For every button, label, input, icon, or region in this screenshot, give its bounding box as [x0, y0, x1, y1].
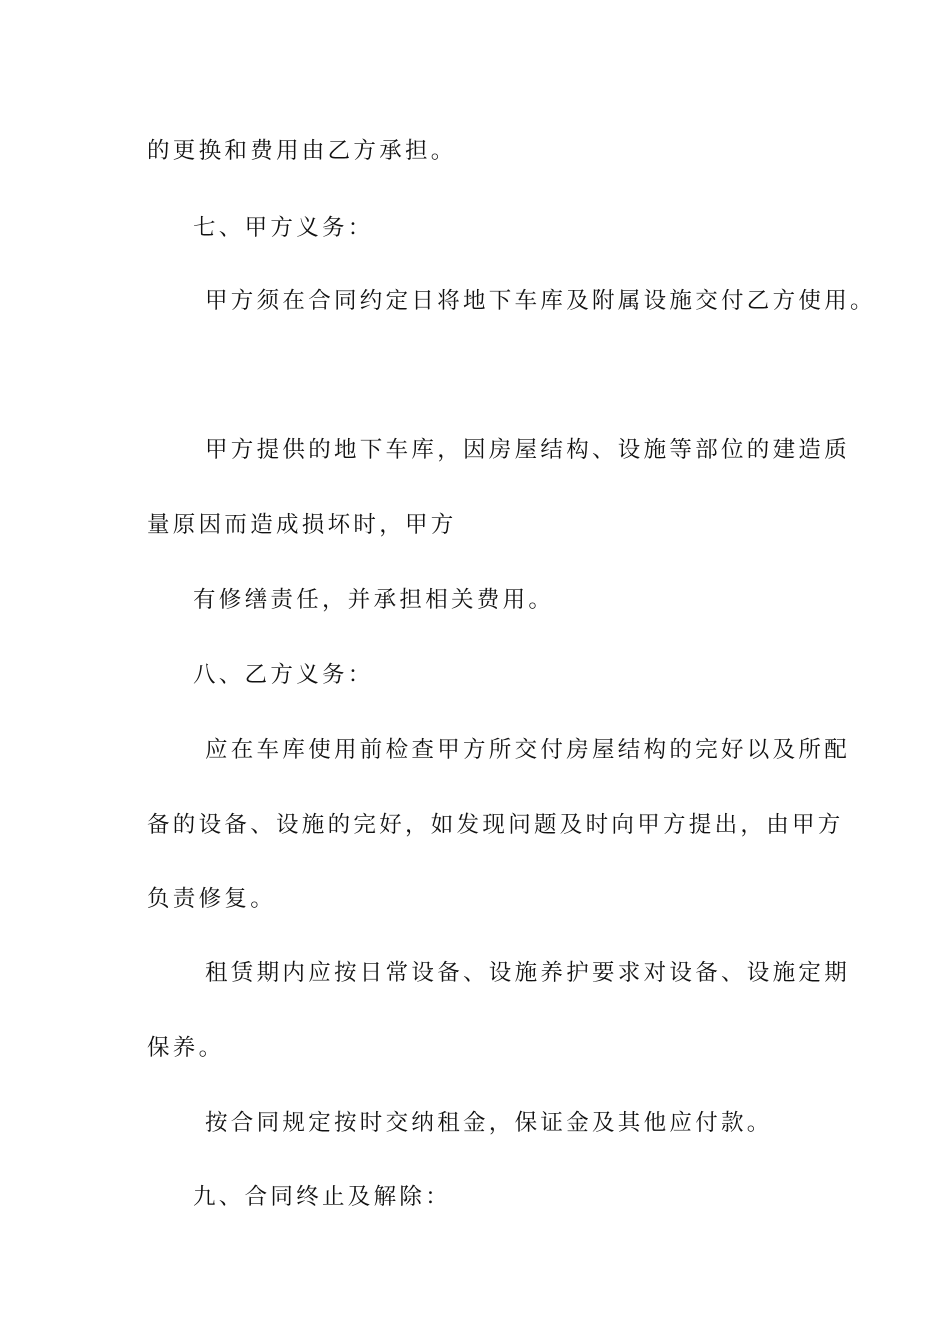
paragraph-line: 保养。 — [147, 1035, 225, 1061]
paragraph-line: 应在车库使用前检查甲方所交付房屋结构的完好以及所配 — [205, 737, 851, 763]
paragraph-line: 量原因而造成损坏时，甲方 — [147, 512, 457, 538]
paragraph-line: 甲方须在合同约定日将地下车库及附属设施交付乙方使用。 — [205, 288, 876, 314]
paragraph-line: 备的设备、设施的完好，如发现问题及时向甲方提出，由甲方 — [147, 812, 844, 838]
paragraph-line: 的更换和费用由乙方承担。 — [147, 138, 457, 164]
section-heading-9: 九、合同终止及解除： — [193, 1184, 452, 1210]
paragraph-line: 有修缮责任，并承担相关费用。 — [193, 587, 555, 613]
section-heading-8: 八、乙方义务： — [193, 662, 374, 688]
section-heading-7: 七、甲方义务： — [193, 215, 374, 241]
paragraph-line: 按合同规定按时交纳租金，保证金及其他应付款。 — [205, 1110, 773, 1136]
paragraph-line: 甲方提供的地下车库，因房屋结构、设施等部位的建造质 — [205, 437, 851, 463]
paragraph-line: 负责修复。 — [147, 886, 277, 912]
paragraph-line: 租赁期内应按日常设备、设施养护要求对设备、设施定期 — [205, 960, 851, 986]
